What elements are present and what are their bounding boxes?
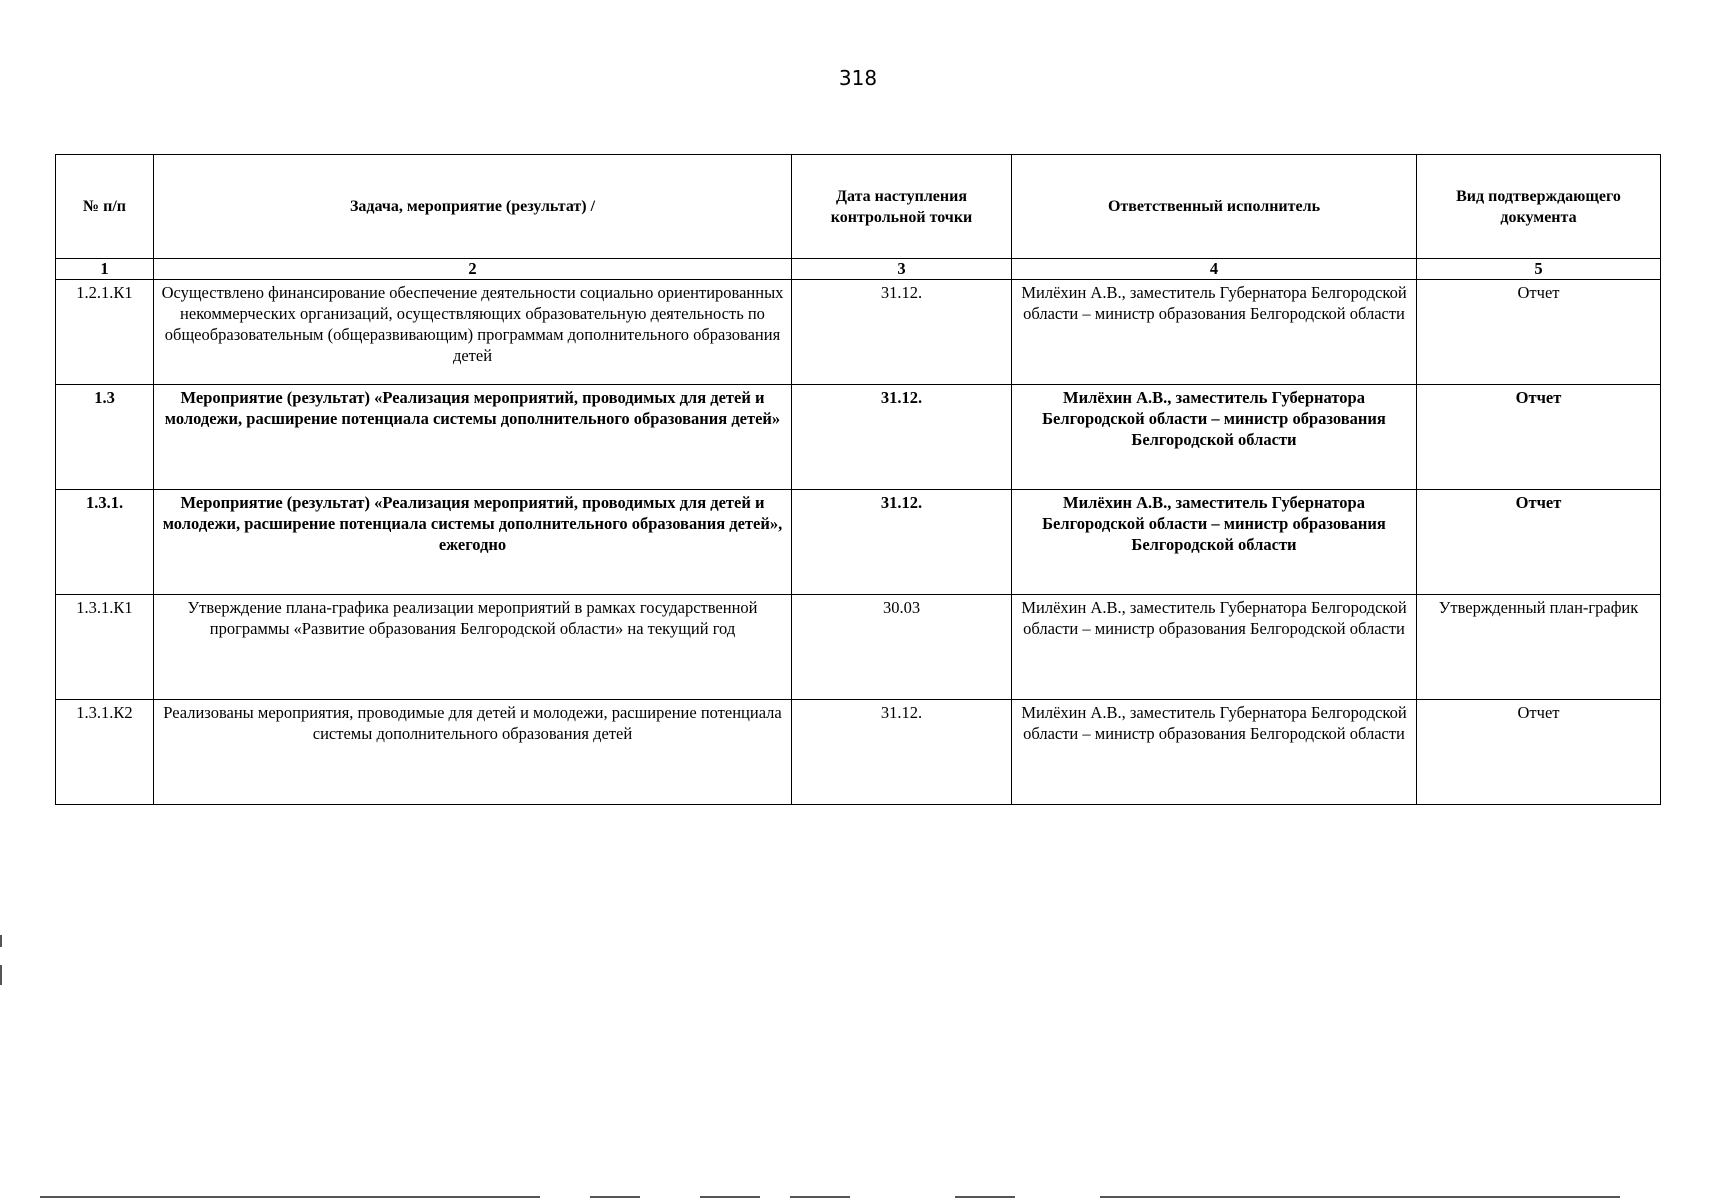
row-executor: Милёхин А.В., заместитель Губернатора Белгородской области – министр образования Белгородской области — [1012, 595, 1417, 700]
table-row — [56, 280, 1661, 385]
header-number: № п/п — [56, 155, 154, 259]
scan-bottom-line — [590, 1196, 640, 1198]
page-number: 318 — [838, 66, 878, 90]
scan-bottom-line — [790, 1196, 850, 1198]
scan-edge-mark — [0, 935, 2, 947]
row-date: 31.12. — [792, 490, 1012, 595]
row-date: 31.12. — [792, 385, 1012, 490]
column-numbers-row — [56, 259, 1661, 280]
table-header-row — [56, 155, 1661, 259]
scan-edge-mark — [0, 965, 2, 985]
row-number: 1.3.1.К2 — [56, 700, 154, 805]
header-executor: Ответственный исполнитель — [1012, 155, 1417, 259]
row-task: Мероприятие (результат) «Реализация мероприятий, проводимых для детей и молодежи, расширение потенциала системы дополнительного образования детей» — [154, 385, 792, 490]
table-row — [56, 700, 1661, 805]
scan-bottom-line — [40, 1196, 540, 1198]
row-executor: Милёхин А.В., заместитель Губернатора Белгородской области – министр образования Белгородской области — [1012, 280, 1417, 385]
row-date: 31.12. — [792, 280, 1012, 385]
table-row — [56, 490, 1661, 595]
table-row — [56, 385, 1661, 490]
column-number: 2 — [154, 259, 792, 280]
row-date: 30.03 — [792, 595, 1012, 700]
header-document: Вид подтверждающего документа — [1417, 155, 1661, 259]
row-executor: Милёхин А.В., заместитель Губернатора Белгородской области – министр образования Белгородской области — [1012, 385, 1417, 490]
row-executor: Милёхин А.В., заместитель Губернатора Белгородской области – министр образования Белгородской области — [1012, 490, 1417, 595]
column-number: 4 — [1012, 259, 1417, 280]
row-document: Отчет — [1417, 385, 1661, 490]
row-date: 31.12. — [792, 700, 1012, 805]
row-document: Отчет — [1417, 280, 1661, 385]
row-number: 1.3.1.К1 — [56, 595, 154, 700]
header-task: Задача, мероприятие (результат) / — [154, 155, 792, 259]
header-date: Дата наступления контрольной точки — [792, 155, 1012, 259]
row-document: Утвержденный план-график — [1417, 595, 1661, 700]
row-document: Отчет — [1417, 700, 1661, 805]
column-number: 3 — [792, 259, 1012, 280]
column-number: 1 — [56, 259, 154, 280]
row-executor: Милёхин А.В., заместитель Губернатора Белгородской области – министр образования Белгородской области — [1012, 700, 1417, 805]
column-number: 5 — [1417, 259, 1661, 280]
table-row — [56, 595, 1661, 700]
row-number: 1.2.1.К1 — [56, 280, 154, 385]
row-document: Отчет — [1417, 490, 1661, 595]
row-task: Мероприятие (результат) «Реализация мероприятий, проводимых для детей и молодежи, расширение потенциала системы дополнительного образования детей», ежегодно — [154, 490, 792, 595]
row-task: Утверждение плана-графика реализации мероприятий в рамках государственной программы «Развитие образования Белгородской области» на текущий год — [154, 595, 792, 700]
control-points-table — [55, 154, 1661, 805]
row-task: Реализованы мероприятия, проводимые для детей и молодежи, расширение потенциала системы дополнительного образования детей — [154, 700, 792, 805]
row-number: 1.3 — [56, 385, 154, 490]
scan-bottom-line — [700, 1196, 760, 1198]
scan-bottom-line — [955, 1196, 1015, 1198]
scan-bottom-line — [1100, 1196, 1620, 1198]
row-task: Осуществлено финансирование обеспечение деятельности социально ориентированных некоммерческих организаций, осуществляющих образовательную деятельность по общеобразовательным (общеразвивающим) программам дополнительного образования детей — [154, 280, 792, 385]
row-number: 1.3.1. — [56, 490, 154, 595]
